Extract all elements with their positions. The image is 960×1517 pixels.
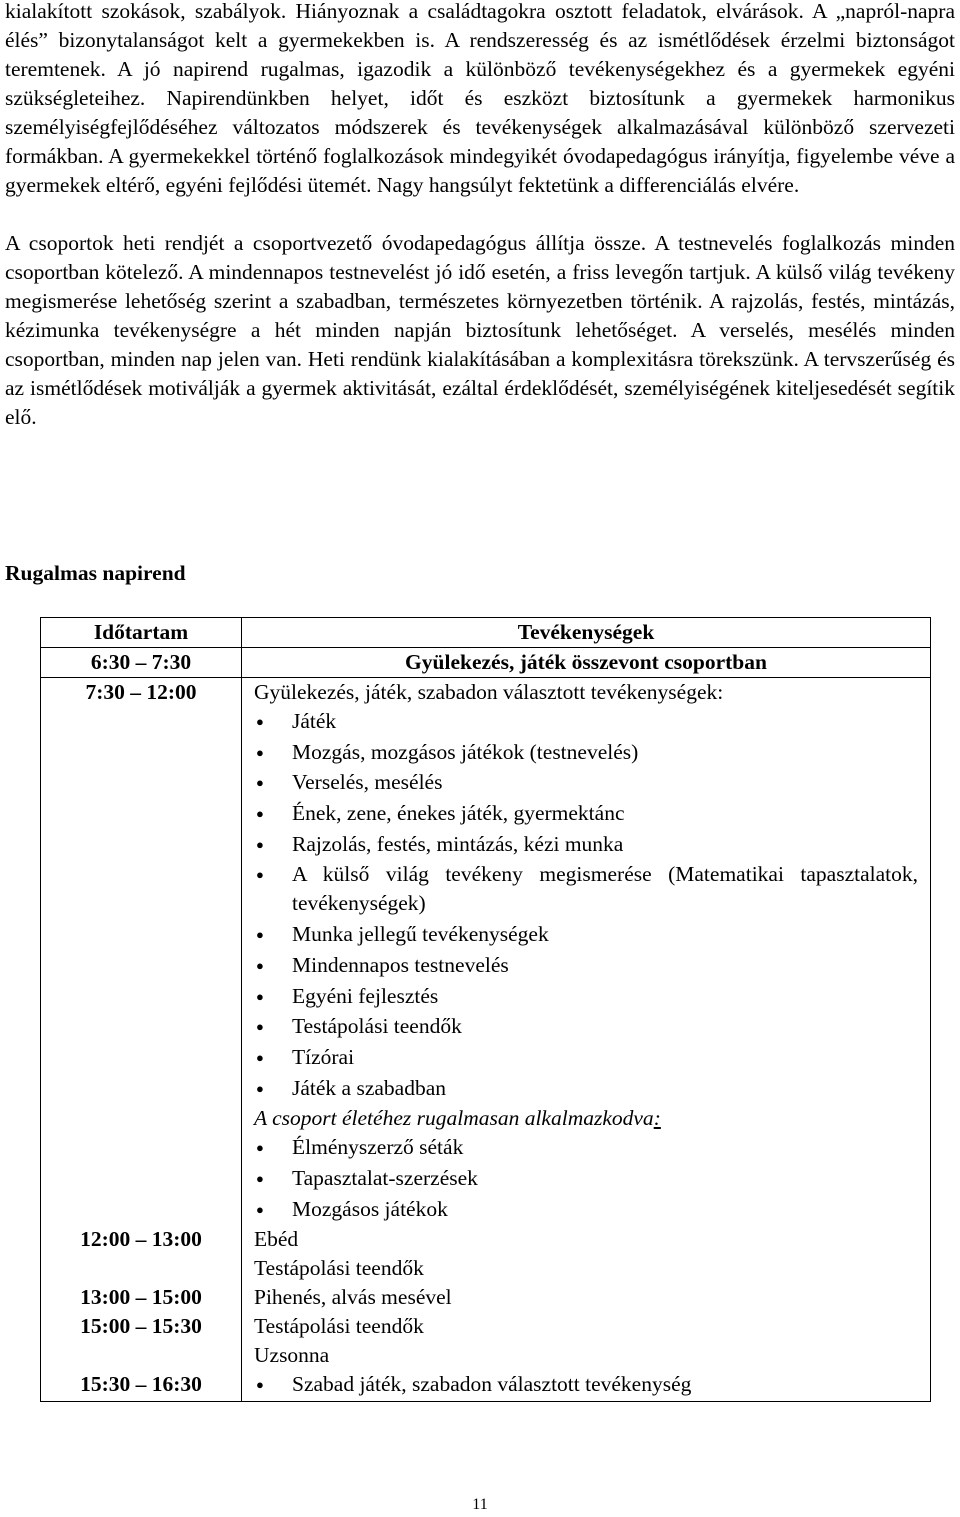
flex-activity-intro <box>254 1104 918 1133</box>
header-time: Időtartam <box>41 618 242 648</box>
row-activity: Gyülekezés, játék összevont csoportban <box>242 648 931 678</box>
body-text <box>5 0 955 432</box>
table-header-row <box>41 618 931 648</box>
table-row <box>41 678 931 1226</box>
activity-line: Testápolási teendők <box>254 1314 424 1339</box>
list-item: ● Testápolási teendők <box>254 1012 918 1041</box>
table-row <box>41 1312 931 1370</box>
list-item: ● Verselés, mesélés <box>254 768 918 797</box>
activity-intro: Gyülekezés, játék, szabadon választott tevékenységek: <box>254 680 724 704</box>
activity-line: Uzsonna <box>254 1343 330 1368</box>
list-item: ● Egyéni fejlesztés <box>254 982 918 1011</box>
section-heading: Rugalmas napirend <box>5 561 186 585</box>
list-item: ● Mindennapos testnevelés <box>254 951 918 980</box>
list-item: ● Élményszerző séták <box>254 1133 918 1162</box>
list-item: ● Szabad játék, szabadon választott tevékenység <box>254 1370 918 1399</box>
activity-line: Testápolási teendők <box>254 1256 424 1281</box>
list-item: ● Tízórai <box>254 1043 918 1072</box>
paragraph-2: A csoportok heti rendjét a csoportvezető óvodapedagógus állítja össze. A testnevelés foglalkozás minden csoportban kötelező. A mindennapos testnevelést jó idő esetén, a friss levegőn tartjuk. A külső világ tevékeny megismerése lehetőség szerint a szabadban, természetes környezetben történik. A rajzolás, festés, mintázás, kézimunka tevékenységre a hét minden napján biztosítunk lehetőséget. A verselés, mesélés minden csoportban, minden nap jelen van. Heti rendünk kialakításában a komplexitásra törekszünk. A tervszerűség és az ismétlődések motiválják a gyermek aktivitását, ezáltal érdeklődését, személyiségének kiteljesedését segítik elő. <box>5 231 955 429</box>
header-activities: Tevékenységek <box>242 618 931 648</box>
paragraph-1: kialakított szokások, szabályok. Hiányoznak a családtagokra osztott feladatok, elvárások. A „napról-napra élés” bizonytalanságot kelt a gyermekekben is. A rendszeresség és az ismétlődések érzelmi biztonságot teremtenek. A jó napirend rugalmas, igazodik a különböző tevékenységekhez és a gyermekek egyéni szükségleteihez. Napirendünkben helyet, időt és eszközt biztosítunk a gyermekek harmonikus személyiségfejlődéséhez változatos módszerek és tevékenységek alkalmazásával különböző szervezeti formákban. A gyermekekkel történő foglalkozások mindegyikét óvodapedagógus irányítja, figyelembe véve a gyermekek eltérő, egyéni fejlődési ütemét. Nagy hangsúlyt fektetünk a differenciálás elvére. <box>5 0 955 197</box>
activity-line: Ebéd <box>254 1227 299 1252</box>
row-time: 12:00 – 13:00 <box>41 1225 242 1283</box>
activity-line: Pihenés, alvás mesével <box>254 1285 452 1310</box>
list-item: ● Tapasztalat-szerzések <box>254 1164 918 1193</box>
row-activity <box>242 1225 931 1283</box>
row-time: 13:00 – 15:00 <box>41 1283 242 1312</box>
activity-list <box>254 707 918 1103</box>
row-time: 7:30 – 12:00 <box>41 678 242 1226</box>
list-item: ● Munka jellegű tevékenységek <box>254 920 918 949</box>
flex-intro-colon: : <box>653 1106 661 1131</box>
row-activity <box>242 1312 931 1370</box>
list-item: ● Rajzolás, festés, mintázás, kézi munka <box>254 830 918 859</box>
activity-list <box>254 1370 918 1399</box>
list-item: ● Mozgásos játékok <box>254 1195 918 1224</box>
row-activity <box>242 678 931 1226</box>
row-time: 15:30 – 16:30 <box>41 1370 242 1401</box>
flex-activity-list <box>254 1133 918 1223</box>
list-item: ● Játék a szabadban <box>254 1074 918 1103</box>
list-item: ● A külső világ tevékeny megismerése (Matematikai tapasztalatok, tevékenységek) <box>254 860 918 918</box>
table-row <box>41 1225 931 1283</box>
table-row <box>41 1283 931 1312</box>
list-item: ● Játék <box>254 707 918 736</box>
list-item: ● Ének, zene, énekes játék, gyermektánc <box>254 799 918 828</box>
page-number: 11 <box>472 1496 488 1513</box>
flex-intro-text: A csoport életéhez rugalmasan alkalmazkodva <box>254 1106 654 1131</box>
row-activity <box>242 1283 931 1312</box>
row-time: 15:00 – 15:30 <box>41 1312 242 1370</box>
row-activity <box>242 1370 931 1401</box>
schedule-table <box>40 617 931 1402</box>
table-row <box>41 1370 931 1401</box>
table-row <box>41 648 931 678</box>
list-item: ● Mozgás, mozgásos játékok (testnevelés) <box>254 738 918 767</box>
row-time: 6:30 – 7:30 <box>41 648 242 678</box>
